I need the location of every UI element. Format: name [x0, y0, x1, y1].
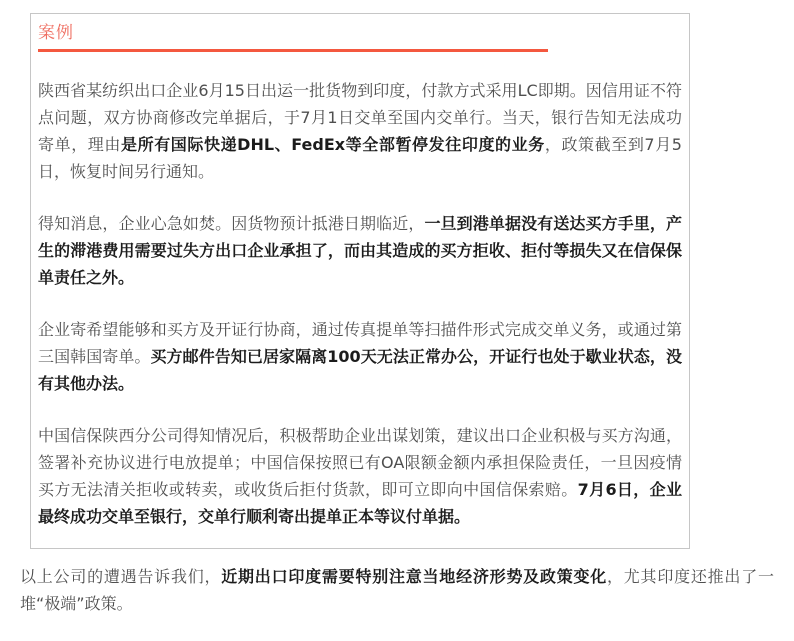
bold-text-segment: 7月6日，企业最终成功交单至银行，交单行顺利寄出提单正本等议付单据。 — [38, 480, 682, 526]
text-segment: 陕西省某纺织出口企业6月15日出运一批货物到印度，付款方式采用LC即期。因信用证不符点问题，双方协商修改完单据后，于7月1日交单至国内交单行。当天，银行告知无法成功寄单，理由 — [38, 81, 682, 154]
closing-paragraph — [20, 563, 774, 617]
case-box — [30, 13, 690, 549]
bold-text-segment: 一旦到港单据没有送达买方手里，产生的滞港费用需要过失方出口企业承担了，而由其造成的买方拒收、拒付等损失又在信保保单责任之外。 — [38, 214, 682, 287]
bold-text-segment: 近期出口印度需要特别注意当地经济形势及政策变化 — [221, 567, 608, 586]
text-segment: 企业寄希望能够和买方及开证行协商，通过传真提单等扫描件形式完成交单义务，或通过第三国韩国寄单。 — [38, 320, 682, 366]
case-box-title: 案例 — [38, 23, 74, 43]
text-segment: 得知消息，企业心急如焚。因货物预计抵港日期临近， — [38, 214, 425, 233]
case-paragraph-3 — [38, 316, 682, 397]
text-segment: ，尤其印度还推出了一堆“极端”政策。 — [20, 567, 774, 613]
text-segment: ，政策截至到7月5日，恢复时间另行通知。 — [38, 135, 682, 181]
title-underline-rule — [38, 49, 548, 52]
case-paragraph-4 — [38, 422, 682, 530]
case-paragraph-2 — [38, 210, 682, 291]
bold-text-segment: 是所有国际快递DHL、FedEx等全部暂停发往印度的业务 — [121, 135, 545, 154]
text-segment: 中国信保陕西分公司得知情况后，积极帮助企业出谋划策，建议出口企业积极与买方沟通，签署补充协议进行电放提单；中国信保按照已有OA限额金额内承担保险责任，一旦因疫情买方无法清关拒收或转卖，或收货后拒付货款，即可立即向中国信保索赔。 — [38, 426, 682, 499]
bold-text-segment: 买方邮件告知已居家隔离100天无法正常办公，开证行也处于歇业状态，没有其他办法。 — [38, 347, 682, 393]
case-paragraphs — [38, 77, 682, 530]
text-segment: 以上公司的遭遇告诉我们， — [20, 567, 222, 586]
case-paragraph-1 — [38, 77, 682, 185]
